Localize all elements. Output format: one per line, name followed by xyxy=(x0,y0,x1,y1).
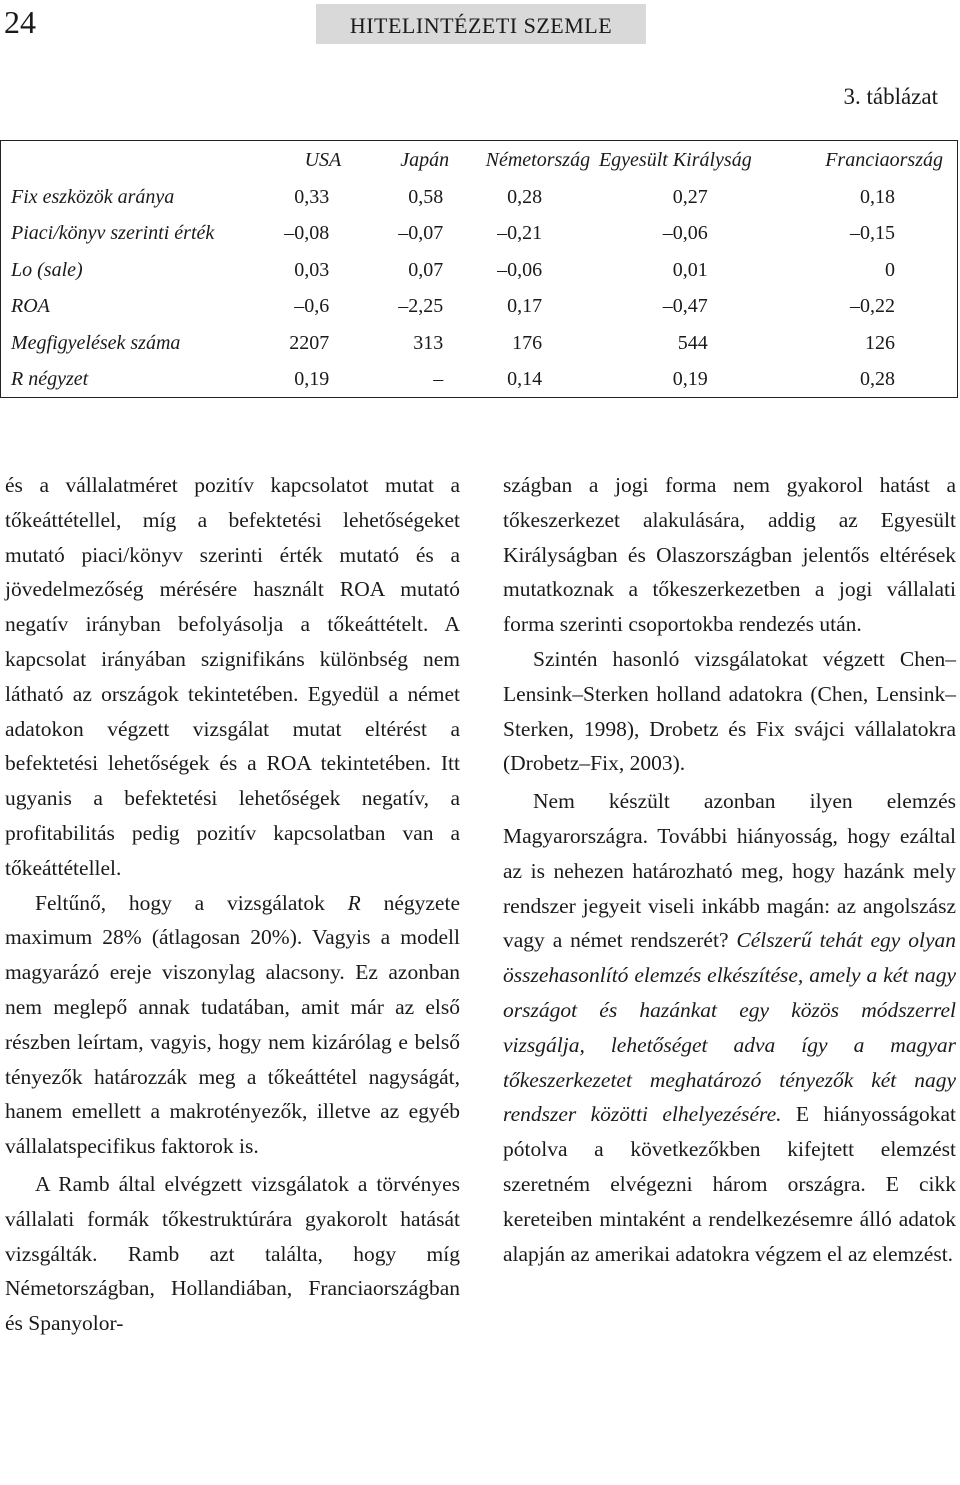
table-cell: 0,01 xyxy=(672,258,708,281)
paragraph: szágban a jogi forma nem gyakorol hatást a tőkeszerkezet alakulására, addig az Egyesült Királyságban és Olaszországban jelentős eltérések mutatkoznak a tőkeszerkezetben a jogi vállalati forma szerinti csoportokba rendezés után. xyxy=(503,473,956,637)
journal-title: HITELINTÉZETI SZEMLE xyxy=(316,4,646,44)
results-table-grid xyxy=(1,141,957,398)
row-label xyxy=(1,252,359,289)
table-cell: 126 xyxy=(865,331,895,354)
page-number: 24 xyxy=(4,4,36,40)
table-cell: – xyxy=(433,368,444,391)
row-label xyxy=(1,362,359,399)
table-row xyxy=(1,289,957,326)
row-label-text: Lo (sale) xyxy=(11,258,83,281)
row-label-text: Piaci/könyv szerinti érték xyxy=(11,222,215,245)
table-cell: 0,28 xyxy=(507,185,543,208)
table-cell: –0,15 xyxy=(850,222,895,245)
table-row xyxy=(1,179,957,216)
table-cell: 544 xyxy=(677,331,708,354)
table-cell: 313 xyxy=(413,331,444,354)
text-run: négyzete maximum 28% (átlagosan 20%). Vagyis a modell magyarázó ereje viszonylag alacsony. Ez azonban nem meglepő annak tudatában, amit már az első részben leírtam, vagyis, hogy nem kizárólag e belső tényezők határozzák meg a tőkeáttétel nagyságát, hanem emellett a makrotényezők, illetve az egyéb vállalatspecifikus faktorok is. xyxy=(5,890,460,1159)
table-row xyxy=(1,216,957,253)
table-cell: 0,18 xyxy=(860,185,895,208)
table-caption: 3. táblázat xyxy=(843,84,938,109)
column-header-japan: Japán xyxy=(400,148,450,171)
table-cell: –0,06 xyxy=(497,258,543,281)
table-cell: –0,47 xyxy=(662,295,708,318)
paragraph xyxy=(503,784,956,1271)
table-cell-usa: 0,19 xyxy=(294,368,330,391)
paragraph: A Ramb által elvégzett vizsgálatok a törvényes vállalati formák tőkestruktúrára gyakorolt hatását vizsgálták. Ramb azt találta, hogy míg Németországban, Hollandiában, Franciaországban és Spanyolor- xyxy=(5,1171,460,1336)
column-header-france: Franciaország xyxy=(825,148,943,171)
paragraph: és a vállalatméret pozitív kapcsolatot mutat a tőkeáttétellel, míg a befektetési lehetőségeket mutató piaci/könyv szerinti érték mutató és a jövedelmezőség mérésére használt ROA mutató negatív irányban befolyásolja a tőkeáttételt. A kapcsolat irányában szignifikáns különbség nem látható az országok tekintetében. Egyedül a német adatokon végzett vizsgálat mutat eltérést a befektetési lehetőségek és a ROA tekintetében. Itt ugyanis a befektetési lehetőségek negatív, a profitabilitás pedig pozitív kapcsolatban van a tőkeáttétellel. xyxy=(5,473,460,880)
row-label xyxy=(1,179,359,216)
table-row xyxy=(1,362,957,399)
column-header-usa: USA xyxy=(304,148,342,171)
paragraph: Szintén hasonló vizsgálatokat végzett Chen–Lensink–Sterken holland adatokra (Chen, Lensink–Sterken, 1998), Drobetz és Fix svájci vállalatokra (Drobetz–Fix, 2003). xyxy=(503,646,956,776)
row-label xyxy=(1,289,359,326)
column-header-germany: Németország xyxy=(485,148,591,171)
table-cell: 0,14 xyxy=(507,368,543,391)
table-cell: –0,06 xyxy=(662,222,708,245)
table-cell: –2,25 xyxy=(398,295,444,318)
table-cell-usa: 0,33 xyxy=(294,185,330,208)
table-cell: 0,58 xyxy=(408,185,444,208)
table-cell: 0,19 xyxy=(672,368,708,391)
table-row xyxy=(1,252,957,289)
text-run: E hiányosságokat pótolva a következőkben kifejtett elemzést szeretném elvégezni három országra. E cikk kereteiben mintaként a rendelkezésemre álló adatok alapján az amerikai adatokra végzem el az elemzést. xyxy=(503,1102,956,1266)
table-cell: 0 xyxy=(885,258,895,281)
text-run: Feltűnő, hogy a vizsgálatok xyxy=(35,890,348,915)
row-label-text: ROA xyxy=(11,295,50,318)
table-cell: –0,07 xyxy=(398,222,444,245)
table-cell-usa: –0,6 xyxy=(294,295,330,318)
table-header-row xyxy=(1,141,957,179)
table-cell-usa: 2207 xyxy=(289,331,330,354)
table-cell-usa: –0,08 xyxy=(284,222,330,245)
table-cell: 0,07 xyxy=(408,258,444,281)
row-label-text: R négyzet xyxy=(11,368,89,391)
italic-text-run: Célszerű tehát egy olyan összehasonlító elemzés elkészítése, amely a két nagy országot és hazánkat egy közös módszerrel vizsgálja, lehetőséget adva így a magyar tőkeszerkezetet meghatározó tényezők két nagy rendszer közötti elhelyezésére. xyxy=(503,928,956,1127)
table-cell: 0,28 xyxy=(860,368,895,391)
row-label-text: Fix eszközök aránya xyxy=(11,185,175,208)
table-row xyxy=(1,325,957,362)
left-text-column xyxy=(5,468,460,1341)
row-label xyxy=(1,216,359,253)
column-header-uk: Egyesült Királyság xyxy=(598,148,752,171)
row-label-text: Megfigyelések száma xyxy=(11,331,181,354)
table-cell-usa: 0,03 xyxy=(294,258,330,281)
table-cell: 0,17 xyxy=(507,295,543,318)
paragraph xyxy=(5,886,460,1164)
text-run: Nem készült azonban ilyen elemzés Magyarországra. További hiányosság, hogy ezáltal az is nehezen határozható meg, hogy hazánk mely rendszer jegyeit viseli inkább magán: az angolszász vagy a német rendszerét? xyxy=(503,789,956,953)
row-label xyxy=(1,325,359,362)
table-cell: –0,21 xyxy=(497,222,543,245)
table-cell: –0,22 xyxy=(850,295,895,318)
right-text-column xyxy=(503,468,956,1271)
table-cell: 0,27 xyxy=(672,185,708,208)
results-table xyxy=(0,140,958,398)
r-symbol: R xyxy=(347,890,361,915)
table-cell: 176 xyxy=(512,331,543,354)
